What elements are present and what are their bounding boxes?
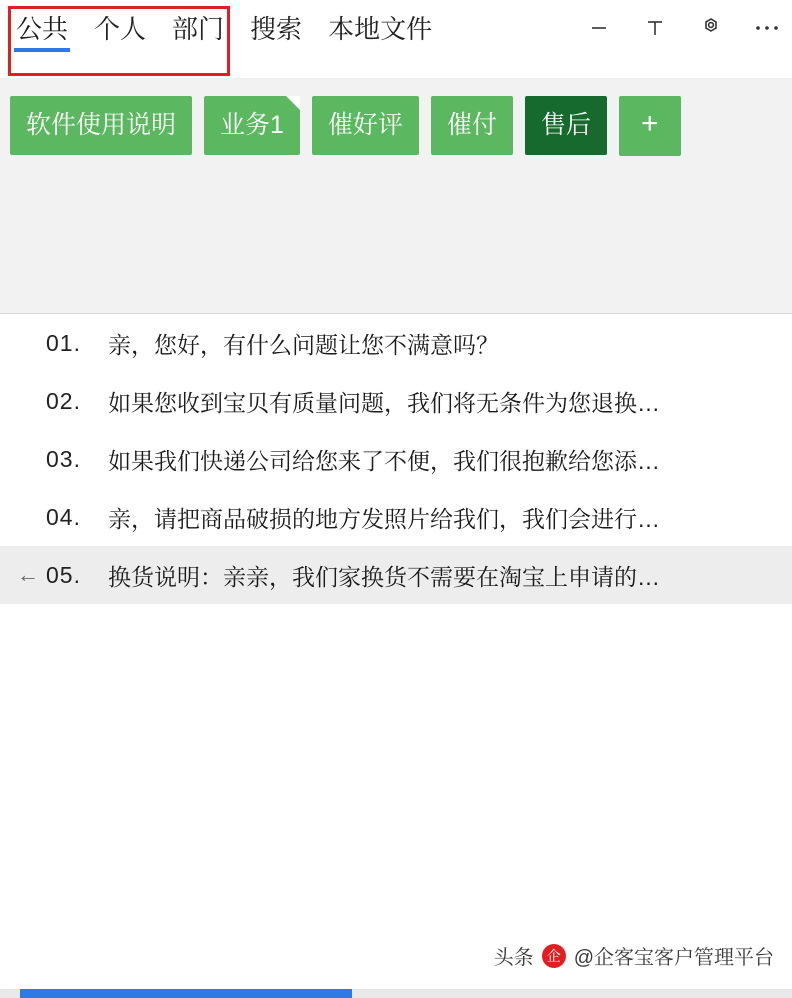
list-item-selected[interactable]	[0, 546, 792, 604]
list-item-number: 02.	[46, 387, 81, 414]
list-item-text: 换货说明：亲亲，我们家换货不需要在淘宝上申请的…	[108, 563, 660, 590]
window-controls	[584, 8, 782, 48]
nav-tab-department[interactable]: 部门	[172, 14, 225, 44]
category-chip-area	[0, 78, 792, 313]
nav-tab-local-files[interactable]: 本地文件	[328, 14, 433, 44]
list-item-number: 01.	[46, 329, 81, 356]
chip-business-1[interactable]: 业务1	[204, 96, 300, 155]
nav-tab-list	[0, 0, 434, 52]
nav-tab-personal[interactable]: 个人	[94, 14, 147, 44]
list-item-text: 亲，请把商品破损的地方发照片给我们，我们会进行…	[108, 505, 660, 532]
add-category-button[interactable]: +	[619, 96, 681, 156]
title-bar	[0, 0, 792, 78]
list-item-text: 亲，您好，有什么问题让您不满意吗？	[108, 331, 499, 358]
list-item-number: 04.	[46, 503, 81, 530]
chip-software-instructions[interactable]: 软件使用说明	[10, 96, 192, 155]
list-item[interactable]	[0, 430, 792, 488]
watermark	[494, 941, 774, 970]
phrase-list	[0, 313, 792, 604]
minimize-icon[interactable]	[584, 13, 614, 43]
list-item[interactable]	[0, 314, 792, 372]
pin-icon[interactable]	[640, 13, 670, 43]
nav-tab-search[interactable]: 搜索	[250, 14, 303, 44]
list-item[interactable]	[0, 372, 792, 430]
watermark-prefix: 头条	[493, 947, 534, 969]
category-chip-list	[10, 96, 792, 156]
list-item[interactable]	[0, 488, 792, 546]
chip-ask-good-review[interactable]: 催好评	[312, 96, 419, 155]
more-options-icon[interactable]	[752, 13, 782, 43]
list-item-number: 05.	[46, 561, 81, 588]
horizontal-scrollbar-thumb[interactable]	[20, 989, 352, 998]
watermark-text: @企客宝客户管理平台	[573, 947, 774, 969]
list-item-number: 03.	[46, 445, 81, 472]
gear-icon[interactable]	[696, 13, 726, 43]
nav-tab-public[interactable]: 公共	[14, 12, 70, 52]
list-item-text: 如果您收到宝贝有质量问题，我们将无条件为您退换…	[108, 389, 660, 416]
list-item-text: 如果我们快递公司给您来了不便，我们很抱歉给您添…	[108, 447, 660, 474]
chip-after-sales[interactable]: 售后	[525, 96, 607, 155]
chip-payment-reminder[interactable]: 催付	[431, 96, 513, 155]
watermark-logo-icon: 企	[542, 944, 566, 968]
horizontal-scrollbar[interactable]	[0, 989, 792, 998]
send-arrow-icon[interactable]: ←	[17, 562, 39, 587]
